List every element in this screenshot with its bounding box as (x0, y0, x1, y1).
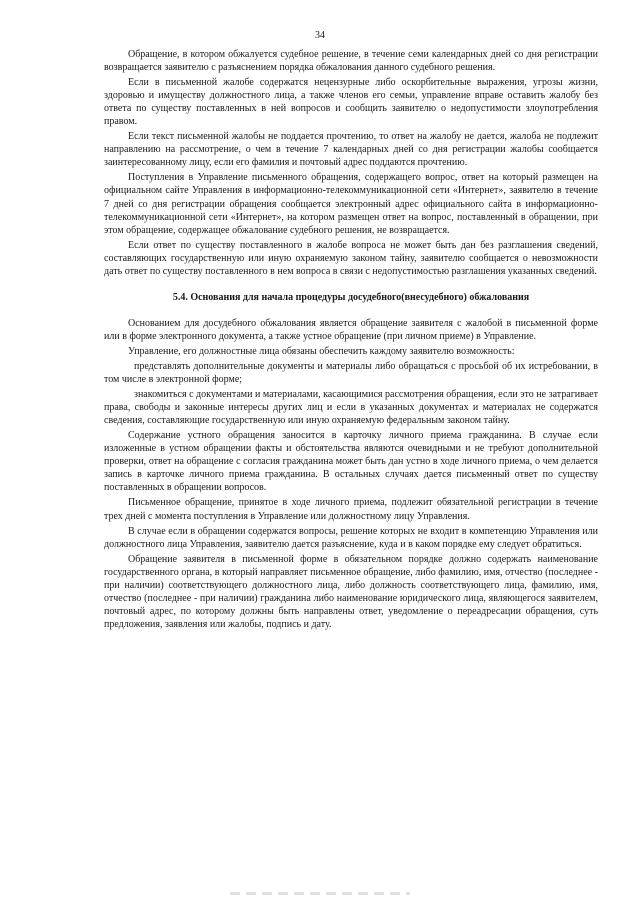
paragraph: В случае если в обращении содержатся вопросы, решение которых не входит в компетенцию Управления или должностного лица Управления, заявителю дается разъяснение, куда и в каком порядке ему следует обратиться. (104, 525, 598, 550)
paragraph: Управление, его должностные лица обязаны обеспечить каждому заявителю возможность: (128, 345, 515, 357)
paragraph: Если в письменной жалобе содержатся нецензурные либо оскорбительные выражения, угрозы жизни, здоровью и имуществу должностного лица, а также членов его семьи, управление вправе оставить жалобу без ответа по существу поставленных в ней вопросов и сообщить заявителю о недопустимости злоупотребления правом. (104, 77, 598, 128)
paragraph: Если ответ по существу поставленного в жалобе вопроса не может быть дан без разглашения сведений, составляющих государственную или иную охраняемую законом тайну, заявителю сообщается о невозможности дать ответ по существу поставленного в нем вопроса в связи с недопустимостью разглашения указанных сведений. (104, 239, 598, 277)
paragraph: Содержание устного обращения заносится в карточку личного приема гражданина. В случае если изложенные в устном обращении факты и обстоятельства являются очевидными и не требуют дополнительной проверки, ответ на обращение с согласия гражданина может быть дан устно в ходе личного приема, о чем делается запись в карточке личного приема гражданина. В остальных случаях дается письменный ответ по существу поставленных в обращении вопросов. (104, 430, 598, 494)
paragraph: знакомиться с документами и материалами, касающимися рассмотрения обращения, если это не затрагивает права, свободы и законные интересы других лиц и если в указанных документах и материалах не содержатся сведения, составляющие государственную или иную охраняемую федеральным законом тайну. (104, 389, 598, 427)
paragraph: Поступления в Управление письменного обращения, содержащего вопрос, ответ на который размещен на официальном сайте Управления в информационно-телекоммуникационной сети «Интернет», заявителю в течение 7 дней со дня регистрации обращения сообщается электронный адрес официального сайта в информационно-телекоммуникационной сети «Интернет», на котором размещен ответ на вопрос, поставленный в обращении, при этом обращение, содержащее обжалование судебного решения, не возвращается. (104, 172, 598, 236)
paragraph: Основанием для досудебного обжалования является обращение заявителя с жалобой в письменной форме или в форме электронного документа, а также устное обращение (при личном приеме) в Управление. (104, 317, 598, 342)
paragraph: Письменное обращение, принятое в ходе личного приема, подлежит обязательной регистрации в течение трех дней с момента поступления в Управление или должностному лицу Управления. (104, 497, 598, 522)
page-number: 34 (315, 30, 325, 41)
paragraph: представлять дополнительные документы и материалы либо обращаться с просьбой об их истребовании, в том числе в электронной форме; (104, 360, 598, 386)
document-body (104, 48, 598, 633)
paragraph: Если текст письменной жалобы не поддается прочтению, то ответ на жалобу не дается, жалоба не подлежит направлению на рассмотрение, о чем в течение 7 календарных дней со дня регистрации жалобы сообщается заинтересованному лицу, если его фамилия и почтовый адрес поддаются прочтению. (104, 131, 598, 169)
paragraph: Обращение, в котором обжалуется судебное решение, в течение семи календарных дней со дня регистрации возвращается заявителю с разъяснением порядка обжалования данного судебного решения. (104, 49, 598, 74)
paragraph: Обращение заявителя в письменной форме в обязательном порядке должно содержать наименование государственного органа, в который направляет письменное обращение, либо фамилию, имя, отчество (последнее - при наличии) соответствующего должностного лица, либо должность соответствующего лица, фамилию, имя, отчество (последнее - при наличии) гражданина либо наименование юридического лица, являющегося заявителем, почтовый адрес, по которому должны быть направлены ответ, уведомление о переадресации обращения, суть предложения, заявления или жалобы, подпись и дату. (104, 553, 598, 630)
scan-artifact (230, 892, 410, 895)
section-heading: 5.4. Основания для начала процедуры досудебного(внесудебного) обжалования (172, 291, 530, 303)
